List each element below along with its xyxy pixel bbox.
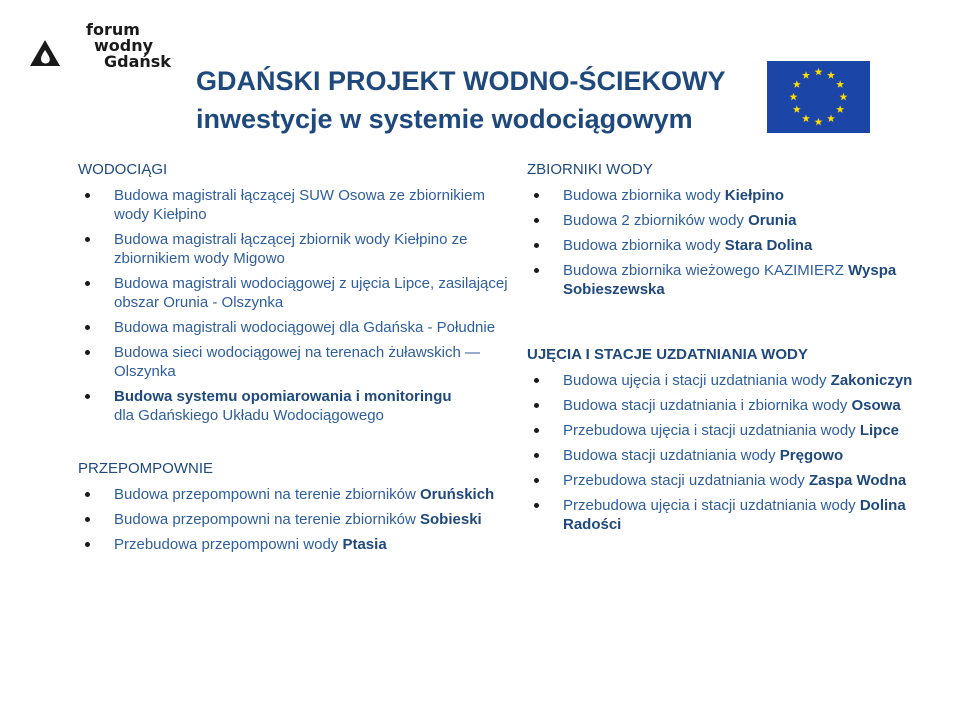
list-item [527,496,947,534]
eu-star-icon [802,114,810,122]
item-text: Przebudowa ujęcia i stacji uzdatniania wody [563,422,860,439]
right-column [527,160,947,540]
eu-star-icon [827,114,835,122]
list-item [527,471,947,490]
section-heading-wodociagi: WODOCIĄGI [78,161,168,178]
eu-star-icon [840,93,848,101]
item-text: Budowa magistrali łączącej SUW Osowa ze zbiornikiem wody Kiełpino [114,187,485,223]
ujecia-list [527,371,947,534]
list-item [78,485,508,504]
item-text: Budowa magistrali wodociągowej dla Gdańska - Południe [114,319,496,336]
list-item [78,230,508,268]
item-text: Budowa magistrali łączącej zbiornik wody Kiełpino ze zbiornikiem wody Migowo [114,231,468,267]
list-item [78,274,508,312]
list-item [527,421,947,440]
list-item [78,186,508,224]
list-item [527,186,947,205]
item-text: Budowa przepompowni na terenie zbiorników [114,486,421,503]
list-item [527,371,947,390]
list-item [527,446,947,465]
eu-star-icon [815,68,823,76]
item-text: Budowa magistrali wodociągowej z ujęcia Lipce, zasilającej obszar Orunia - Olszynka [114,275,508,311]
przepompownie-list [78,485,508,554]
list-item [78,318,508,337]
item-text: Budowa zbiornika wody [563,237,725,254]
item-bold: Budowa systemu opomiarowania i monitoringu [114,388,452,405]
list-item [527,261,947,299]
list-item [78,535,508,554]
item-text: Budowa stacji uzdatniania wody [563,447,780,464]
item-text: Przebudowa ujęcia i stacji uzdatniania wody [563,497,860,514]
item-bold: Ptasia [342,536,387,553]
item-bold: Lipce [859,422,900,439]
item-bold: Zaspa Wodna [808,472,907,489]
item-bold: Sobieski [420,511,482,528]
item-text: Budowa stacji uzdatniania i zbiornika wody [563,397,852,414]
item-text: Budowa ujęcia i stacji uzdatniania wody [563,372,831,389]
section-heading-przepompownie: PRZEPOMPOWNIE [78,460,214,477]
title-line-2: inwestycje w systemie wodociągowym [196,104,693,134]
logo-line-forum: forum [86,20,140,39]
logo-line-gdansk: Gdańsk [104,52,171,71]
list-item [527,236,947,255]
item-text: Przebudowa stacji uzdatniania wody [563,472,809,489]
item-bold: Osowa [851,397,901,414]
forum-wodny-logo [28,20,171,72]
item-bold: Wyspa Sobieszewska [563,262,897,298]
item-bold: Stara Dolina [724,237,813,254]
item-text: Budowa zbiornika wieżowego KAZIMIERZ [563,262,849,279]
water-drop-logo-icon [28,36,62,68]
eu-star-icon [827,71,835,79]
item-bold: Orunia [748,212,797,229]
item-bold: Pręgowo [779,447,844,464]
eu-star-icon [790,93,798,101]
item-bold: Zakoniczyn [830,372,913,389]
item-text: dla Gdańskiego Układu Wodociągowego [114,407,384,424]
item-text: Budowa przepompowni na terenie zbiorników [114,511,421,528]
eu-star-icon [815,118,823,126]
eu-star-icon [836,80,844,88]
eu-star-icon [793,80,801,88]
list-item [78,387,508,425]
eu-star-icon [836,105,844,113]
title-line-1: GDAŃSKI PROJEKT WODNO-ŚCIEKOWY [196,66,726,96]
item-bold: Kiełpino [724,187,784,204]
zbiorniki-list [527,186,947,299]
left-column [78,160,508,560]
logo-text [68,22,171,70]
eu-star-icon [802,71,810,79]
item-text: Budowa sieci wodociągowej na terenach żuławskich — Olszynka [114,344,481,380]
item-text: Budowa zbiornika wody [563,187,725,204]
item-bold: Dolina Radości [563,497,906,533]
list-item [78,510,508,529]
list-item [78,343,508,381]
eu-star-icon [793,105,801,113]
page-title [196,62,736,138]
logo-line-wodny: wodny [94,36,154,55]
item-text: Przebudowa przepompowni wody [114,536,343,553]
eu-flag-icon [767,61,870,133]
wodociagi-list [78,186,508,425]
list-item [527,396,947,415]
item-bold: Oruńskich [420,486,495,503]
list-item [527,211,947,230]
section-heading-zbiorniki: ZBIORNIKI WODY [527,161,653,178]
item-text: Budowa 2 zbiorników wody [563,212,749,229]
section-heading-ujecia: UJĘCIA I STACJE UZDATNIANIA WODY [527,346,808,363]
